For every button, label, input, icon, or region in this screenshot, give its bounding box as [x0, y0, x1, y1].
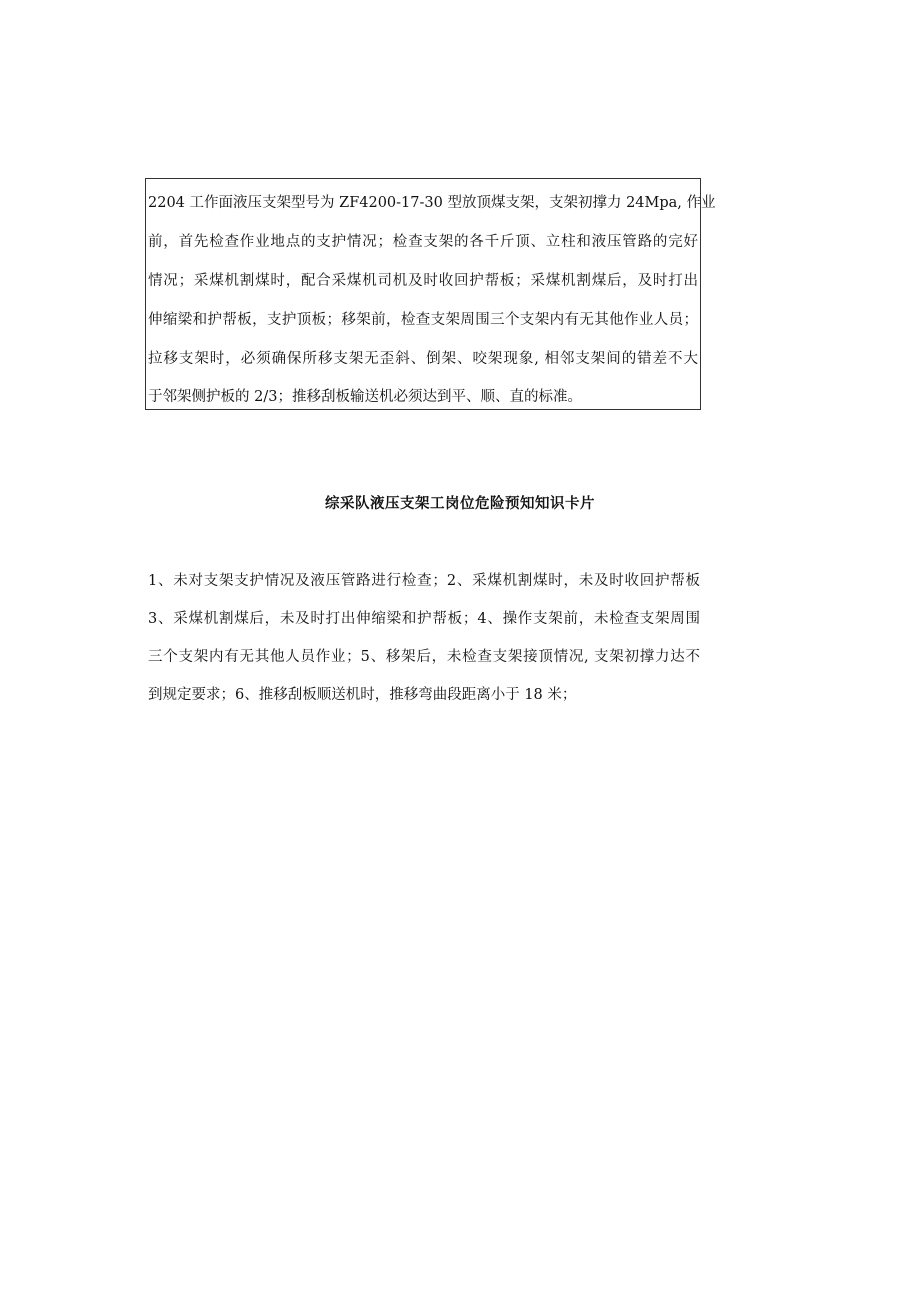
procedure-text-box [145, 178, 716, 410]
hazard-line: 3、采煤机割煤后，未及时打出伸缩梁和护帮板；4、操作支架前，未检查支架周围 [148, 611, 700, 627]
hazard-line: 1、未对支架支护情况及液压管路进行检查；2、采煤机割煤时，未及时收回护帮板 [148, 573, 700, 589]
procedure-line: 情况；采煤机割煤时，配合采煤机司机及时收回护帮板；采煤机割煤后，及时打出 [148, 273, 698, 289]
procedure-line: 拉移支架时，必须确保所移支架无歪斜、倒架、咬架现象, 相邻支架间的错差不大 [148, 351, 698, 367]
hazard-line: 到规定要求；6、推移刮板顺送机时，推移弯曲段距离小于 18 米； [148, 687, 577, 703]
hazard-card-title: 综采队液压支架工岗位危险预知知识卡片 [325, 496, 595, 512]
procedure-line: 2204 工作面液压支架型号为 ZF4200-17-30 型放顶煤支架，支架初撑力 24Mpa, 作业 [148, 195, 716, 211]
procedure-line: 伸缩梁和护帮板，支护顶板；移架前，检查支架周围三个支架内有无其他作业人员； [148, 312, 698, 328]
procedure-line: 于邻架侧护板的 2/3；推移刮板输送机必须达到平、顺、直的标准。 [148, 389, 582, 405]
hazard-line: 三个支架内有无其他人员作业；5、移架后，未检查支架接顶情况, 支架初撑力达不 [148, 649, 700, 665]
procedure-line: 前，首先检查作业地点的支护情况；检查支架的各千斤顶、立柱和液压管路的完好 [148, 234, 698, 250]
